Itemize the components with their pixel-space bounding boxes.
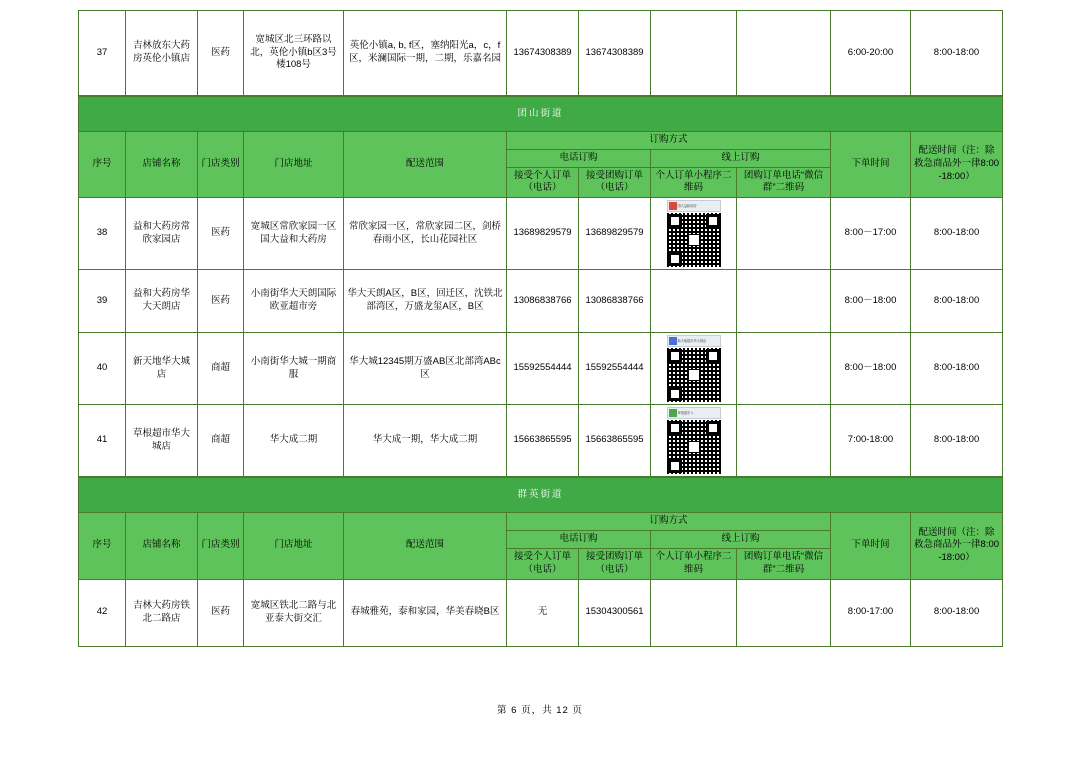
- cell-index: 37: [79, 11, 126, 96]
- table-row: [79, 270, 1003, 333]
- cell-store-name: 草根超市华大城店: [126, 405, 198, 477]
- cell-store-type: 医药: [198, 11, 244, 96]
- cell-accept-group: 15663865595: [579, 405, 651, 477]
- header-accept-group: 接受团购订单（电话）: [579, 167, 651, 198]
- cell-personal-qr[interactable]: [651, 198, 737, 270]
- cell-delivery-time: 8:00-18:00: [911, 270, 1003, 333]
- qr-code-icon[interactable]: [667, 348, 721, 402]
- header-delivery-range: 配送范围: [344, 132, 507, 198]
- header-group-qr: 团购订单电话“微信群”二维码: [737, 548, 831, 579]
- cell-order-time: 8:00-17:00: [831, 579, 911, 646]
- cell-store-address: 宽城区常欣家园一区国大益和大药房: [244, 198, 344, 270]
- cell-delivery-range: 常欣家园一区，常欣家园二区，剑桥春雨小区，长山花园社区: [344, 198, 507, 270]
- cell-store-type: 商超: [198, 405, 244, 477]
- qr-code-block[interactable]: [654, 335, 733, 402]
- cell-store-type: 商超: [198, 333, 244, 405]
- cell-accept-group: 13674308389: [579, 11, 651, 96]
- cell-accept-personal: 13689829579: [507, 198, 579, 270]
- header-phone-order: 电话订购: [507, 149, 651, 167]
- qr-label: [667, 335, 721, 347]
- cell-personal-qr: [651, 270, 737, 333]
- cell-group-qr: [737, 579, 831, 646]
- table-row: [79, 333, 1003, 405]
- cell-accept-group: 15304300561: [579, 579, 651, 646]
- avatar: [669, 337, 677, 345]
- table-section-tuanshan: [78, 96, 1003, 477]
- cell-personal-qr[interactable]: [651, 333, 737, 405]
- cell-index: 40: [79, 333, 126, 405]
- cell-order-time: 8:00－18:00: [831, 333, 911, 405]
- cell-store-type: 医药: [198, 270, 244, 333]
- cell-personal-qr: [651, 579, 737, 646]
- cell-store-address: 宽城区北三环路以北，英伦小镇b区3号楼108号: [244, 11, 344, 96]
- header-accept-personal: 接受个人订单（电话）: [507, 167, 579, 198]
- qr-label-text: 新天地超市华大城店: [677, 339, 707, 344]
- header-order-time: 下单时间: [831, 513, 911, 579]
- table-row: [79, 579, 1003, 646]
- cell-store-type: 医药: [198, 579, 244, 646]
- header-order-time: 下单时间: [831, 132, 911, 198]
- cell-store-type: 医药: [198, 198, 244, 270]
- header-online-order: 线上订购: [651, 531, 831, 549]
- cell-index: 41: [79, 405, 126, 477]
- header-personal-qr: 个人订单小程序二维码: [651, 167, 737, 198]
- cell-store-address: 宽城区铁北二路与北亚泰大街交汇: [244, 579, 344, 646]
- header-store-name: 店铺名称: [126, 513, 198, 579]
- section-title-tuanshan: 团山街道: [79, 97, 1003, 132]
- header-accept-personal: 接受个人订单（电话）: [507, 548, 579, 579]
- table-section-qunying: [78, 477, 1003, 646]
- header-delivery-range: 配送范围: [344, 513, 507, 579]
- header-delivery-time: 配送时间（注：除救急商品外一律8:00-18:00）: [911, 132, 1003, 198]
- cell-group-qr: [737, 333, 831, 405]
- cell-store-name: 吉林大药房铁北二路店: [126, 579, 198, 646]
- cell-delivery-time: 8:00-18:00: [911, 11, 1003, 96]
- header-store-name: 店铺名称: [126, 132, 198, 198]
- cell-personal-qr[interactable]: [651, 405, 737, 477]
- cell-accept-personal: 15663865595: [507, 405, 579, 477]
- cell-accept-group: 13086838766: [579, 270, 651, 333]
- header-group-qr: 团购订单电话“微信群”二维码: [737, 167, 831, 198]
- cell-delivery-time: 8:00-18:00: [911, 333, 1003, 405]
- header-store-address: 门店地址: [244, 132, 344, 198]
- cell-group-qr: [737, 270, 831, 333]
- cell-order-time: 7:00-18:00: [831, 405, 911, 477]
- header-index: 序号: [79, 513, 126, 579]
- qr-code-block[interactable]: [654, 200, 733, 267]
- cell-order-time: 8:00－18:00: [831, 270, 911, 333]
- cell-store-address: 小南街华大城一期商服: [244, 333, 344, 405]
- qr-code-icon[interactable]: [667, 420, 721, 474]
- header-online-order: 线上订购: [651, 149, 831, 167]
- table-row: [79, 405, 1003, 477]
- qr-label-text: 草根超市 1: [677, 411, 693, 416]
- cell-store-name: 吉林放东大药房英伦小镇店: [126, 11, 198, 96]
- avatar: [669, 409, 677, 417]
- qr-code-block[interactable]: [654, 407, 733, 474]
- cell-delivery-time: 8:00-18:00: [911, 198, 1003, 270]
- cell-index: 39: [79, 270, 126, 333]
- header-store-address: 门店地址: [244, 513, 344, 579]
- cell-accept-personal: 15592554444: [507, 333, 579, 405]
- cell-delivery-time: 8:00-18:00: [911, 579, 1003, 646]
- section-title-qunying: 群英街道: [79, 478, 1003, 513]
- avatar: [669, 202, 677, 210]
- cell-index: 38: [79, 198, 126, 270]
- header-order-method: 订购方式: [507, 132, 831, 150]
- header-index: 序号: [79, 132, 126, 198]
- document-page: [78, 10, 1002, 647]
- table-row: [79, 11, 1003, 96]
- header-store-type: 门店类别: [198, 132, 244, 198]
- qr-label: [667, 200, 721, 212]
- cell-delivery-range: 英伦小镇a, b, f区，塞纳阳光a，c，f区，米澜国际一期，二期，乐嘉名园: [344, 11, 507, 96]
- cell-order-time: 8:00－17:00: [831, 198, 911, 270]
- header-phone-order: 电话订购: [507, 531, 651, 549]
- cell-store-address: 华大成二期: [244, 405, 344, 477]
- cell-accept-personal: 13086838766: [507, 270, 579, 333]
- qr-code-icon[interactable]: [667, 213, 721, 267]
- cell-order-time: 6:00-20:00: [831, 11, 911, 96]
- table-continuation: [78, 10, 1003, 96]
- cell-personal-qr: [651, 11, 737, 96]
- cell-index: 42: [79, 579, 126, 646]
- cell-group-qr: [737, 405, 831, 477]
- cell-accept-group: 13689829579: [579, 198, 651, 270]
- cell-delivery-range: 华大天朗A区，B区，回迁区，沈铁北部湾区，万盛龙玺A区，B区: [344, 270, 507, 333]
- cell-delivery-range: 华大成一期，华大成二期: [344, 405, 507, 477]
- table-row: [79, 198, 1003, 270]
- cell-group-qr: [737, 11, 831, 96]
- qr-label-text: 国大益和药房: [677, 204, 697, 209]
- cell-accept-personal: 13674308389: [507, 11, 579, 96]
- header-delivery-time: 配送时间（注：除救急商品外一律8:00-18:00）: [911, 513, 1003, 579]
- cell-delivery-range: 华大城12345期万盛AB区北部湾ABc区: [344, 333, 507, 405]
- header-order-method: 订购方式: [507, 513, 831, 531]
- qr-label: [667, 407, 721, 419]
- header-accept-group: 接受团购订单（电话）: [579, 548, 651, 579]
- cell-accept-personal: 无: [507, 579, 579, 646]
- cell-store-name: 益和大药房常欣家园店: [126, 198, 198, 270]
- header-store-type: 门店类别: [198, 513, 244, 579]
- cell-store-address: 小南街华大天朗国际欧亚超市旁: [244, 270, 344, 333]
- cell-delivery-range: 春城雅苑，泰和家园，华美春晓B区: [344, 579, 507, 646]
- page-footer: 第 6 页，共 12 页: [497, 705, 583, 716]
- cell-store-name: 益和大药房华大天朗店: [126, 270, 198, 333]
- cell-accept-group: 15592554444: [579, 333, 651, 405]
- cell-delivery-time: 8:00-18:00: [911, 405, 1003, 477]
- cell-store-name: 新天地华大城店: [126, 333, 198, 405]
- cell-group-qr: [737, 198, 831, 270]
- header-personal-qr: 个人订单小程序二维码: [651, 548, 737, 579]
